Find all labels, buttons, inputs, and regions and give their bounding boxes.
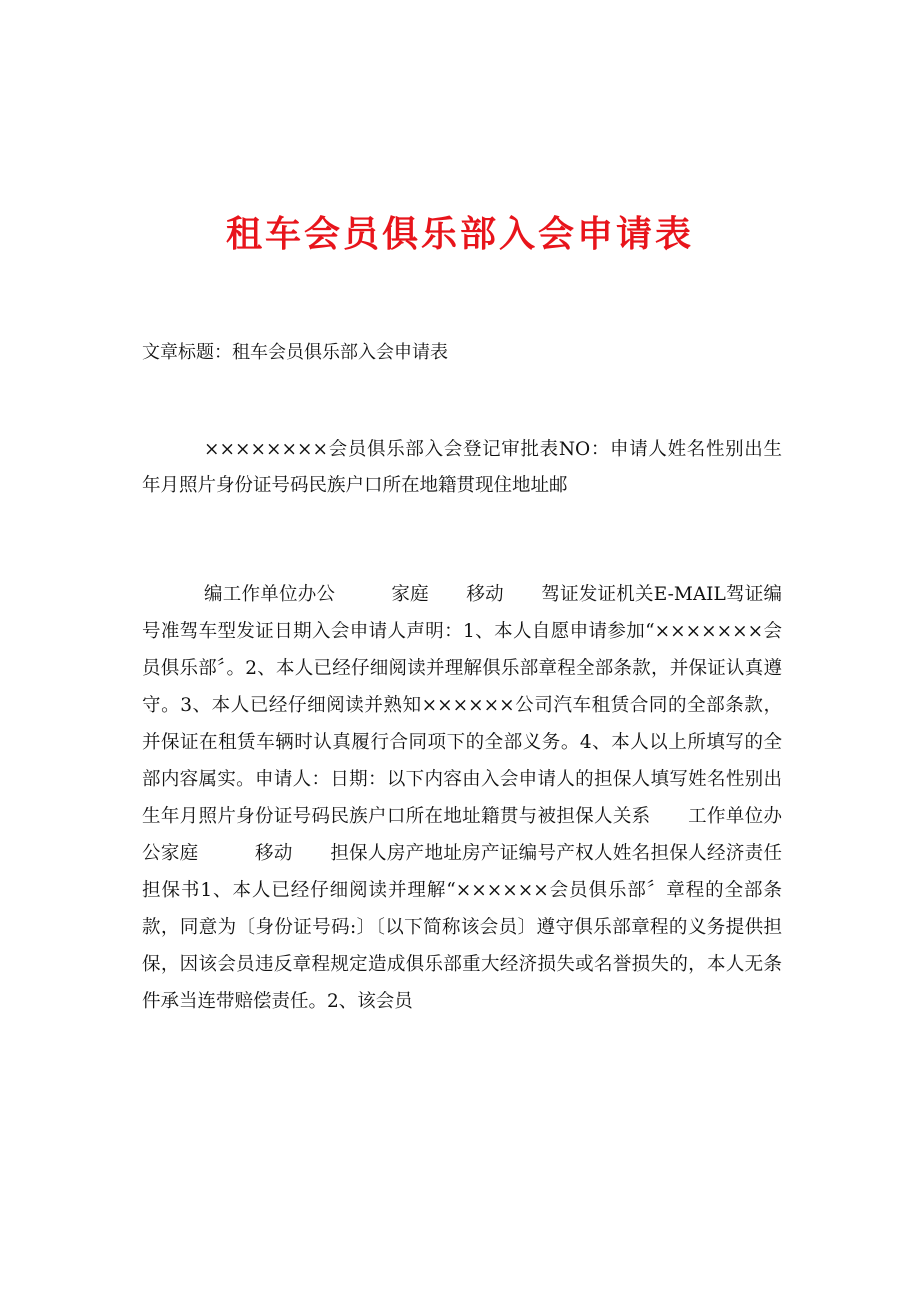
body-paragraph-2: 编工作单位办公 家庭 移动 驾证发证机关E-MAIL驾证编号准驾车型发证日期入会申请人声明：1、本人自愿申请参加“×××××××会员俱乐部〞。2、本人已经仔细阅读并理解俱乐部章程全部条款，并保证认真遵守。3、本人已经仔细阅读并熟知××××××公司汽车租赁合同的全部条款，并保证在租赁车辆时认真履行合同项下的全部义务。4、本人以上所填写的全部内容属实。申请人：日期：以下内容由入会申请人的担保人填写姓名性别出生年月照片身份证号码民族户口所在地址籍贯与被担保人关系 工作单位办公家庭 移动 担保人房产地址房产证编号产权人姓名担保人经济责任担保书1、本人已经仔细阅读并理解“××××××会员俱乐部〞章程的全部条款，同意为〔身份证号码:〕〔以下简称该会员〕遵守俱乐部章程的义务提供担保，因该会员违反章程规定造成俱乐部重大经济损失或名誉损失的，本人无条件承当连带赔偿责任。2、该会员 (142, 584, 782, 1012)
document-title: 租车会员俱乐部入会申请表 (225, 214, 694, 255)
article-title-line: 文章标题：租车会员俱乐部入会申请表 (142, 342, 448, 363)
body-paragraph-1: ××××××××会员俱乐部入会登记审批表NO：申请人姓名性别出生年月照片身份证号码民族户口所在地籍贯现住地址邮 (142, 439, 782, 496)
